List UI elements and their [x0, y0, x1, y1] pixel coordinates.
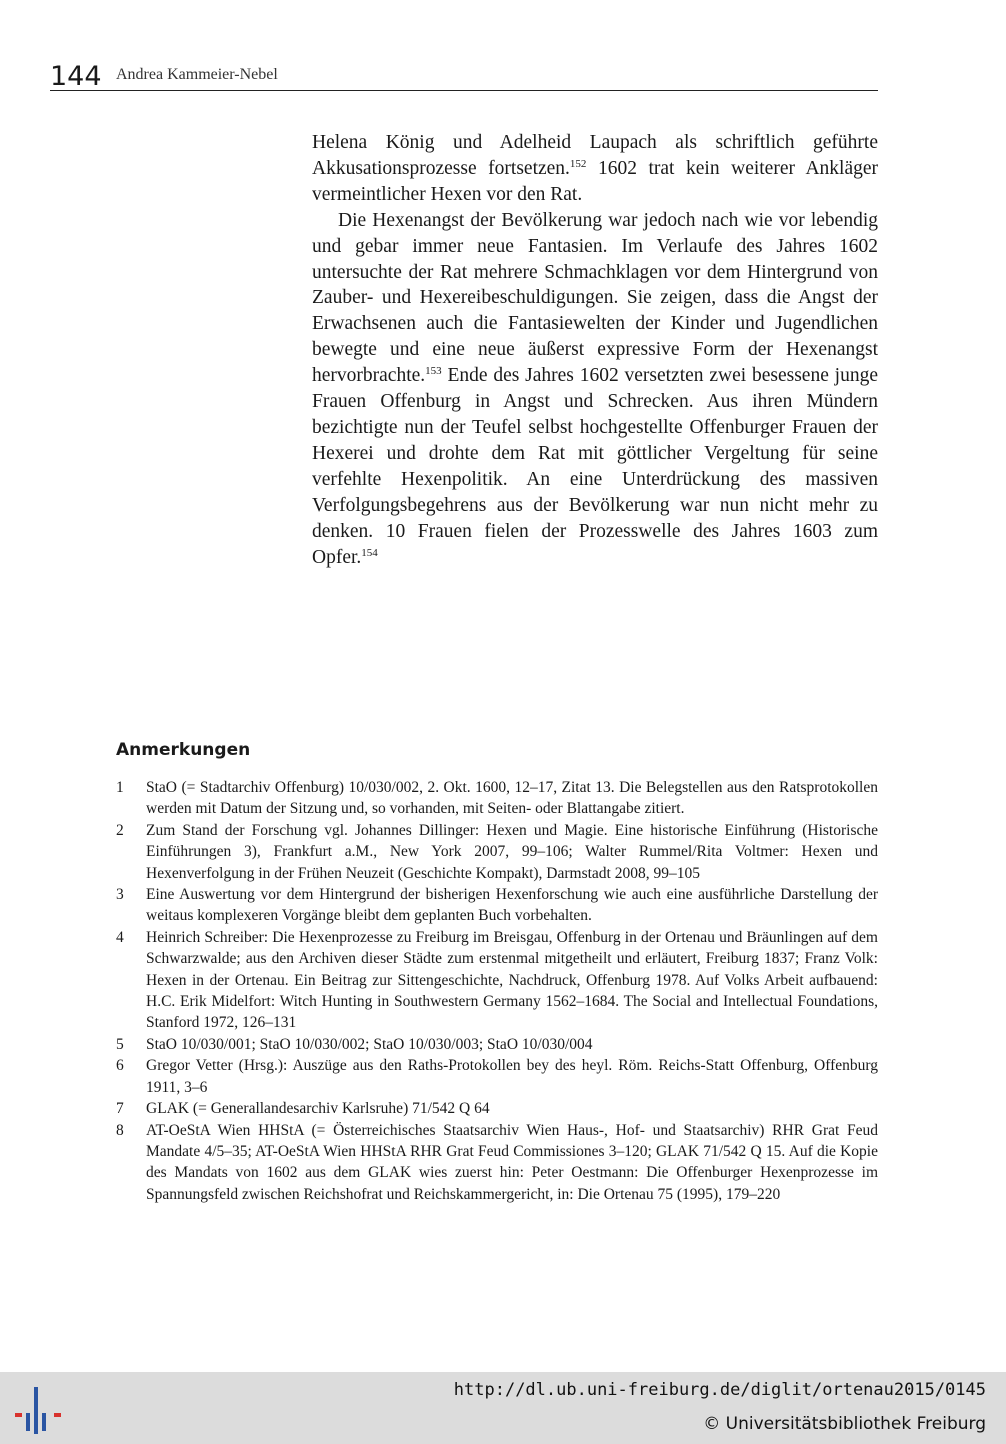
note-number: 6 [116, 1057, 124, 1075]
note-number: 4 [116, 928, 124, 946]
running-head: Andrea Kammeier-Nebel [116, 66, 278, 83]
note-text: Heinrich Schreiber: Die Hexenprozesse zu Freiburg im Breisgau, Offenburg in der Ortenau und Bräunlingen auf dem Schwarzwalde; aus den Archiven dieser Städte zum erstenmal mitgetheilt und erläutert, Freiburg 1837; Franz Volk: Hexen in der Ortenau. Ein Beitrag zur Sittengeschichte, Nachdruck, Offenburg 1978. Auf Volks Arbeit aufbauend: H.C. Erik Midelfort: Witch Hunting in Southwestern Germany 1562–1684. The Social and Intellectual Foundations, Stanford 1972, 126–131 [146, 928, 878, 1032]
body-text [312, 130, 878, 570]
note-number: 3 [116, 886, 124, 904]
note-number: 1 [116, 779, 124, 796]
paragraph-2: Die Hexenangst der Bevölkerung war jedoch nach wie vor lebendig und gebar immer neue Fantasien. Im Verlaufe des Jahres 1602 untersuchte der Rat mehrere Schmachklagen vor dem Hintergrund von Zauber- und Hexereibeschuldigungen. Sie zeigen, dass die Angst der Erwachsenen auch die Fantasiewelten der Kinder und Jugendlichen bewegte und eine neue äußerst expressive Form der Hexenangst hervorbrachte.$^{153}$ Ende des Jahres 1602 versetzten zwei besessene junge Frauen Offenburg in Angst und Schrecken. Aus ihren Mündern bezichtigte nun der Teufel selbst hochgestellte Offenburger Frauen der Hexerei und drohte dem Rat mit göttlicher Vergeltung für seine verfehlte Hexenpolitik. An eine Unterdrückung des massiven Verfolgungsbegehrens aus der Bevölkerung war nun nicht mehr zu denken. 10 Frauen fielen der Prozesswelle des Jahres 1603 zum Opfer.$^{154}$ [312, 209, 878, 568]
note-item [116, 820, 878, 884]
note-text: StaO (= Stadtarchiv Offenburg) 10/030/002, 2. Okt. 1600, 12–17, Zitat 13. Die Belegstellen aus den Ratsprotokollen werden mit Datum der Sitzung und, so vorhanden, mit Seiten- oder Blattangabe zitiert. [146, 779, 878, 818]
note-text: AT-OeStA Wien HHStA (= Österreichisches Staatsarchiv Wien Haus-, Hof- und Staatsarchiv) RHR Grat Feud Mandate 4/5–35; AT-OeStA Wien HHStA RHR Grat Feud Commissiones 3–120; GLAK 71/542 Q 15. Auf die Kopie des Mandats von 1602 aus dem GLAK wies zuerst hin: Peter Oestmann: Die Offenburger Hexenprozesse im Spannungsfeld zwischen Reichshofrat und Reichskammergericht, in: Die Ortenau 75 (1995), 179–220 [146, 1121, 878, 1203]
note-text: Gregor Vetter (Hrsg.): Auszüge aus den Raths-Protokollen bey des heyl. Röm. Reichs-Statt Offenburg, Offenburg 1911, 3–6 [146, 1057, 878, 1096]
notes-list [116, 777, 878, 1205]
footnote-ref-152[interactable]: 152 [569, 157, 587, 170]
note-item [116, 1034, 878, 1055]
notes-heading: Anmerkungen [116, 740, 251, 760]
note-item [116, 927, 878, 1034]
footer-copyright: © Universitätsbibliothek Freiburg [703, 1414, 986, 1434]
note-number: 7 [116, 1100, 124, 1118]
page-number: 144 [50, 61, 102, 92]
note-text: StaO 10/030/001; StaO 10/030/002; StaO 10/030/003; StaO 10/030/004 [146, 1035, 593, 1053]
footer-bar [0, 1372, 1006, 1444]
note-item [116, 1120, 878, 1206]
footnote-ref-153[interactable]: 153 [425, 365, 442, 378]
note-item [116, 1098, 878, 1119]
note-text: Zum Stand der Forschung vgl. Johannes Dillinger: Hexen und Magie. Eine historische Einführung (Historische Einführungen 3), Frankfurt a.M., New York 2007, 99–106; Walter Rummel/Rita Voltmer: Hexen und Hexenverfolgung in der Frühen Neuzeit (Geschichte Kompakt), Darmstadt 2008, 99–105 [146, 821, 878, 882]
page-header [50, 60, 878, 91]
footnote-ref-154[interactable]: 154 [361, 546, 378, 559]
footer-url[interactable]: http://dl.ub.uni-freiburg.de/diglit/ortenau2015/0145 [453, 1380, 986, 1400]
library-logo-icon [12, 1384, 64, 1436]
paragraph-1: Helena König und Adelheid Laupach als schriftlich geführte Akkusationsprozesse fortsetzen.$^{152}$ 1602 trat kein weiterer Ankläger vermeintlicher Hexen vor den Rat. [312, 132, 878, 205]
note-item [116, 1055, 878, 1098]
note-item [116, 884, 878, 927]
note-item [116, 777, 878, 820]
note-number: 5 [116, 1035, 124, 1053]
note-text: Eine Auswertung vor dem Hintergrund der bisherigen Hexenforschung wie auch eine ausführliche Darstellung der weitaus komplexeren Vorgänge bleibt dem geplanten Buch vorbehalten. [146, 886, 878, 925]
note-number: 2 [116, 821, 124, 839]
note-text: GLAK (= Generallandesarchiv Karlsruhe) 71/542 Q 64 [146, 1100, 490, 1118]
note-number: 8 [116, 1121, 124, 1139]
